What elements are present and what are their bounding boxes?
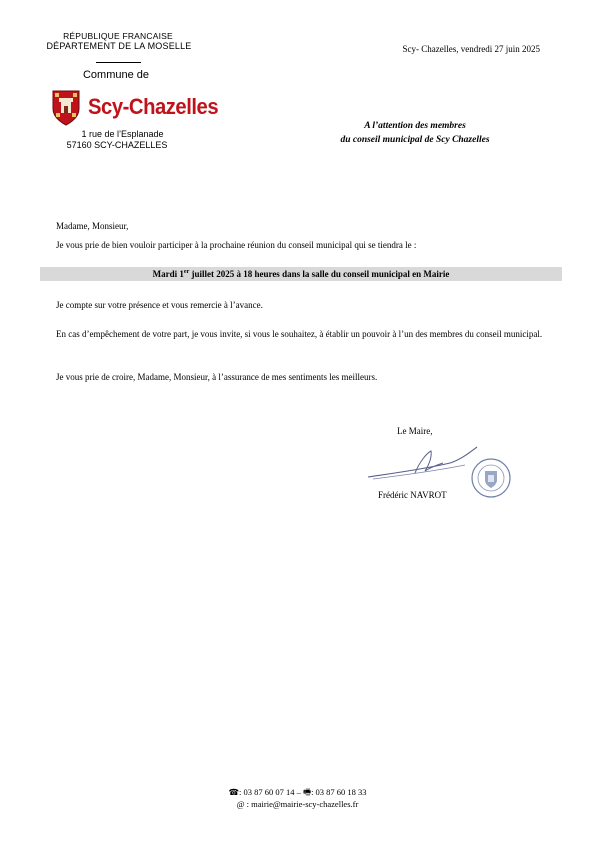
recipient-line-2: du conseil municipal de Scy Chazelles: [340, 135, 490, 145]
meeting-date-prefix: Mardi 1: [152, 269, 184, 279]
presence-paragraph: Je compte sur votre présence et vous remercie à l’avance.: [56, 300, 263, 310]
commune-logo: [51, 89, 219, 129]
intro-paragraph: Je vous prie de bien vouloir participer à la prochaine réunion du conseil municipal qui se tiendra le :: [56, 240, 417, 250]
mayor-title: Le Maire,: [397, 426, 433, 436]
logo-wordmark: Scy-Chazelles: [88, 94, 219, 119]
header-divider: [96, 62, 141, 63]
fax-icon: 🖷: [303, 787, 312, 797]
official-stamp: [470, 457, 512, 499]
meeting-date-suffix: er: [183, 269, 190, 275]
phone-icon: ☎: [228, 787, 240, 797]
phone-number: : 03 87 60 07 14 –: [239, 787, 304, 797]
meeting-banner: [40, 267, 562, 281]
coat-of-arms-icon: [51, 89, 81, 127]
address-line-1: 1 rue de l’Esplanade: [81, 129, 164, 139]
closing-paragraph: Je vous prie de croire, Madame, Monsieur, à l’assurance de mes sentiments les meilleurs.: [56, 372, 378, 382]
department-label: DÉPARTEMENT DE LA MOSELLE: [46, 41, 192, 51]
salutation: Madame, Monsieur,: [56, 221, 129, 231]
republic-label: RÉPUBLIQUE FRANCAISE: [63, 31, 173, 41]
commune-label: Commune de: [82, 69, 150, 81]
address-line-2: 57160 SCY-CHAZELLES: [66, 140, 168, 150]
footer-email[interactable]: @ : mairie@mairie-scy-chazelles.fr: [236, 799, 359, 809]
date-line: Scy- Chazelles, vendredi 27 juin 2025: [402, 44, 540, 54]
mayor-name: Frédéric NAVROT: [378, 490, 447, 500]
recipient-line-1: A l’attention des membres: [364, 121, 466, 131]
proxy-paragraph: En cas d’empêchement de votre part, je vous invite, si vous le souhaitez, à établir un pouvoir à l’un des membres du conseil municipal.: [56, 329, 543, 339]
fax-number: : 03 87 60 18 33: [311, 787, 367, 797]
meeting-details: juillet 2025 à 18 heures dans la salle du conseil municipal en Mairie: [189, 269, 450, 279]
handwritten-signature: [365, 443, 485, 483]
